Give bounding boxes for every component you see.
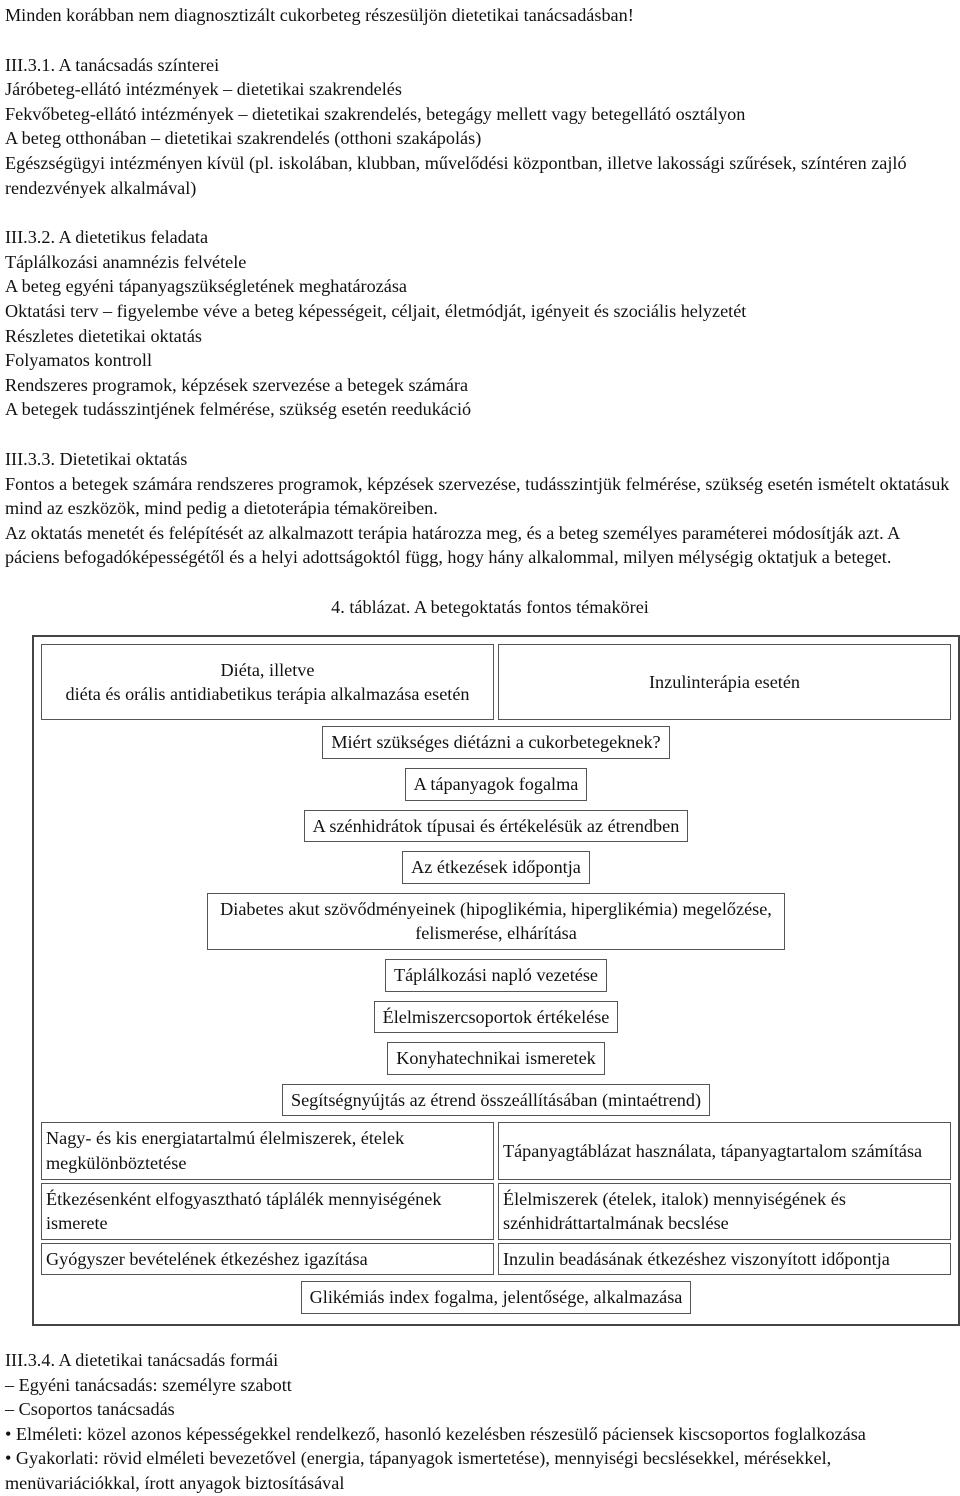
section-dietitian-tasks xyxy=(5,225,955,422)
section-line: Oktatási terv – figyelembe véve a beteg képességeit, céljait, életmódját, igényeit és szociális helyzetét xyxy=(5,300,747,321)
common-topic: Glikémiás index fogalma, jelentősége, alkalmazása xyxy=(301,1281,692,1314)
header-insulin-cell: Inzulinterápia esetén xyxy=(498,644,951,720)
table-row xyxy=(41,1039,951,1078)
diet-topic-cell: Gyógyszer bevételének étkezéshez igazítása xyxy=(41,1243,494,1276)
common-topic: Konyhatechnikai ismeretek xyxy=(387,1042,605,1075)
table-row xyxy=(41,807,951,846)
section-line: A beteg otthonában – dietetikai szakrendelés (otthoni szakápolás) xyxy=(5,128,482,149)
table-caption: 4. táblázat. A betegoktatás fontos témakörei xyxy=(331,596,649,617)
education-topics-table xyxy=(32,635,960,1326)
section-line: A betegek tudásszintjének felmérése, szükség esetén reedukáció xyxy=(5,399,472,420)
list-item: – Csoportos tanácsadás xyxy=(5,1399,175,1420)
insulin-topic-cell: Tápanyagtáblázat használata, tápanyagtartalom számítása xyxy=(498,1122,951,1179)
common-topic: Az étkezések időpontja xyxy=(402,851,590,884)
section-line: Fekvőbeteg-ellátó intézmények – dietetikai szakrendelés, betegágy mellett vagy betegellátó osztályon xyxy=(5,103,746,124)
section-line: Részletes dietetikai oktatás xyxy=(5,325,202,346)
table-row xyxy=(41,998,951,1037)
section-line: Egészségügyi intézményen kívül (pl. iskolában, klubban, művelődési központban, illetve lakossági szűrések, színtéren zajló rendezvények alkalmával) xyxy=(5,152,907,198)
list-item: • Gyakorlati: rövid elméleti bevezetővel (energia, tápanyagok ismertetése), mennyiségi becslésekkel, mérésekkel, menüvariációkkal, írott anyagok biztosításával xyxy=(5,1448,832,1493)
common-topic: Élelmiszercsoportok értékelése xyxy=(374,1001,619,1034)
common-topic: Segítségnyújtás az étrend összeállításában (mintaétrend) xyxy=(282,1084,710,1117)
table-row xyxy=(41,765,951,804)
section-line: A beteg egyéni tápanyagszükségletének meghatározása xyxy=(5,276,407,297)
common-topic: A tápanyagok fogalma xyxy=(405,768,588,801)
section-line: Táplálkozási anamnézis felvétele xyxy=(5,251,247,272)
common-topic: Diabetes akut szövődményeinek (hipoglikémia, hiperglikémia) megelőzése, felismerése, elhárítása xyxy=(207,893,785,950)
intro-line: Minden korábban nem diagnosztizált cukorbeteg részesüljön dietetikai tanácsadásban! xyxy=(5,5,634,25)
header-diet-cell: Diéta, illetve diéta és orális antidiabetikus terápia alkalmazása esetén xyxy=(41,644,494,720)
section-heading: III.3.1. A tanácsadás színterei xyxy=(5,54,220,75)
table-header-row xyxy=(41,644,951,720)
section-line: Rendszeres programok, képzések szervezése a betegek számára xyxy=(5,374,469,395)
table-row xyxy=(41,1243,951,1276)
diet-topic-cell: Étkezésenként elfogyasztható táplálék mennyiségének ismerete xyxy=(41,1183,494,1240)
section-heading: III.3.3. Dietetikai oktatás xyxy=(5,448,188,469)
section-paragraph: Fontos a betegek számára rendszeres programok, képzések szervezése, tudásszintjük felmérése, szükség esetén ismételt oktatásuk mind az eszközök, mind pedig a dietoterápia témaköreiben. xyxy=(5,473,950,519)
section-heading: III.3.4. A dietetikai tanácsadás formái xyxy=(5,1349,279,1370)
table-row xyxy=(41,723,951,762)
section-heading: III.3.2. A dietetikus feladata xyxy=(5,227,209,248)
section-settings xyxy=(5,53,955,201)
table-row xyxy=(41,956,951,995)
insulin-topic-cell: Élelmiszerek (ételek, italok) mennyiségének és szénhidráttartalmának becslése xyxy=(498,1183,951,1240)
section-line: Folyamatos kontroll xyxy=(5,350,153,371)
table-row xyxy=(41,848,951,887)
section-dietetic-education xyxy=(5,447,955,570)
list-item: • Elméleti: közel azonos képességekkel rendelkező, hasonló kezelésben részesülő páciensek kiscsoportos foglalkozása xyxy=(5,1423,866,1444)
diet-topic-cell: Nagy- és kis energiatartalmú élelmiszerek, ételek megkülönböztetése xyxy=(41,1122,494,1179)
table-row xyxy=(41,1122,951,1179)
section-line: Járóbeteg-ellátó intézmények – dietetikai szakrendelés xyxy=(5,79,402,100)
section-paragraph: Az oktatás menetét és felépítését az alkalmazott terápia határozza meg, és a beteg személyes paraméterei módosítják azt. A páciens befogadóképességétől és a helyi adottságoktól függ, hogy hány alkalommal, milyen mélységig oktatjuk a beteget. xyxy=(5,522,900,568)
table-row xyxy=(41,1081,951,1120)
table-row xyxy=(41,1183,951,1240)
table-row xyxy=(41,890,951,953)
table-row xyxy=(41,1278,951,1317)
common-topic: Táplálkozási napló vezetése xyxy=(385,959,607,992)
common-topic: Miért szükséges diétázni a cukorbetegeknek? xyxy=(322,726,669,759)
insulin-topic-cell: Inzulin beadásának étkezéshez viszonyított időpontja xyxy=(498,1243,951,1276)
list-item: – Egyéni tanácsadás: személyre szabott xyxy=(5,1374,292,1395)
section-counselling-forms xyxy=(5,1348,955,1496)
common-topic: A szénhidrátok típusai és értékelésük az étrendben xyxy=(304,810,689,843)
